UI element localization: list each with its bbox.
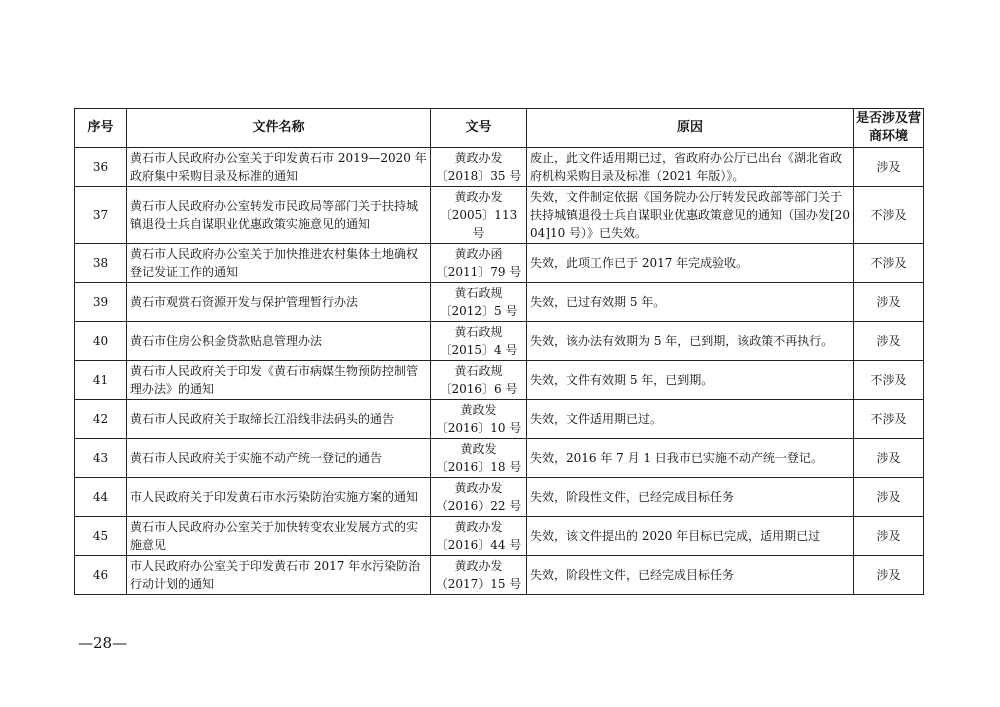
cell-reason: 失效，文件制定依据《国务院办公厅转发民政部等部门关于扶持城镇退役士兵自谋职业优惠政策意见的通知（国办发[2004]10 号）》已失效。 bbox=[527, 187, 854, 244]
cell-reason: 失效，2016 年 7 月 1 日我市已实施不动产统一登记。 bbox=[527, 439, 854, 478]
cell-name: 黄石市人民政府办公室关于加快转变农业发展方式的实施意见 bbox=[127, 517, 431, 556]
cell-name: 黄石市人民政府办公室转发市民政局等部门关于扶持城镇退役士兵自谋职业优惠政策实施意见的通知 bbox=[127, 187, 431, 244]
cell-business: 不涉及 bbox=[854, 244, 924, 283]
document-table bbox=[74, 108, 924, 595]
doc-no-number: 〔2016〕18 号 bbox=[435, 460, 522, 474]
table-row bbox=[75, 400, 924, 439]
table-row bbox=[75, 283, 924, 322]
cell-name: 黄石市人民政府关于实施不动产统一登记的通告 bbox=[127, 439, 431, 478]
doc-no-issuer: 黄政办发 bbox=[454, 520, 503, 534]
doc-no-number: 〔2016〕6 号 bbox=[439, 382, 518, 396]
cell-doc-no bbox=[431, 517, 527, 556]
cell-business: 不涉及 bbox=[854, 187, 924, 244]
doc-no-number: 〔2016〕10 号 bbox=[435, 421, 522, 435]
doc-no-number: 〔2016〕44 号 bbox=[435, 538, 522, 552]
cell-name: 黄石市人民政府关于印发《黄石市病媒生物预防控制管理办法》的通知 bbox=[127, 361, 431, 400]
cell-seq: 45 bbox=[75, 517, 127, 556]
doc-no-issuer: 黄政办发 bbox=[454, 481, 503, 495]
page-number: —28— bbox=[78, 634, 128, 652]
cell-reason: 失效，已过有效期 5 年。 bbox=[527, 283, 854, 322]
cell-doc-no bbox=[431, 322, 527, 361]
doc-no-number: （2017）15 号 bbox=[435, 577, 522, 591]
table-body bbox=[75, 148, 924, 595]
table-row bbox=[75, 187, 924, 244]
cell-doc-no bbox=[431, 439, 527, 478]
cell-reason: 失效，该文件提出的 2020 年目标已完成，适用期已过 bbox=[527, 517, 854, 556]
cell-doc-no bbox=[431, 187, 527, 244]
table-row bbox=[75, 556, 924, 595]
doc-no-number: 〔2018〕35 号 bbox=[435, 169, 522, 183]
cell-business: 涉及 bbox=[854, 556, 924, 595]
cell-seq: 38 bbox=[75, 244, 127, 283]
doc-no-number: 〔2011〕79 号 bbox=[435, 265, 522, 279]
cell-business: 涉及 bbox=[854, 439, 924, 478]
cell-reason: 废止，此文件适用期已过，省政府办公厅已出台《湖北省政府机构采购目录及标准（2021 年版）》。 bbox=[527, 148, 854, 187]
cell-business: 涉及 bbox=[854, 517, 924, 556]
header-name: 文件名称 bbox=[127, 109, 431, 148]
doc-no-issuer: 黄石政规 bbox=[454, 325, 503, 339]
cell-doc-no bbox=[431, 556, 527, 595]
table-row bbox=[75, 517, 924, 556]
cell-doc-no bbox=[431, 361, 527, 400]
cell-business: 涉及 bbox=[854, 148, 924, 187]
doc-no-issuer: 黄政办发 bbox=[454, 151, 503, 165]
cell-reason: 失效，阶段性文件，已经完成目标任务 bbox=[527, 556, 854, 595]
cell-seq: 36 bbox=[75, 148, 127, 187]
cell-doc-no bbox=[431, 478, 527, 517]
cell-seq: 41 bbox=[75, 361, 127, 400]
header-business: 是否涉及营商环境 bbox=[854, 109, 924, 148]
cell-seq: 44 bbox=[75, 478, 127, 517]
cell-reason: 失效，阶段性文件，已经完成目标任务 bbox=[527, 478, 854, 517]
cell-name: 市人民政府办公室关于印发黄石市 2017 年水污染防治行动计划的通知 bbox=[127, 556, 431, 595]
cell-doc-no bbox=[431, 283, 527, 322]
doc-no-number: 〔2015〕4 号 bbox=[439, 343, 518, 357]
doc-no-number: 〔2012〕5 号 bbox=[439, 304, 518, 318]
table-row bbox=[75, 478, 924, 517]
table-header-row bbox=[75, 109, 924, 148]
cell-seq: 43 bbox=[75, 439, 127, 478]
cell-seq: 42 bbox=[75, 400, 127, 439]
doc-no-number: 〔2005〕113 号 bbox=[439, 208, 518, 240]
doc-no-issuer: 黄政办函 bbox=[454, 247, 503, 261]
cell-business: 涉及 bbox=[854, 322, 924, 361]
cell-seq: 40 bbox=[75, 322, 127, 361]
table-row bbox=[75, 439, 924, 478]
cell-reason: 失效，文件适用期已过。 bbox=[527, 400, 854, 439]
cell-name: 黄石市观赏石资源开发与保护管理暂行办法 bbox=[127, 283, 431, 322]
doc-no-number: （2016）22 号 bbox=[435, 499, 522, 513]
header-doc-no: 文号 bbox=[431, 109, 527, 148]
header-seq: 序号 bbox=[75, 109, 127, 148]
cell-reason: 失效，该办法有效期为 5 年，已到期，该政策不再执行。 bbox=[527, 322, 854, 361]
table-row bbox=[75, 148, 924, 187]
cell-name: 黄石市人民政府关于取缔长江沿线非法码头的通告 bbox=[127, 400, 431, 439]
cell-reason: 失效，文件有效期 5 年，已到期。 bbox=[527, 361, 854, 400]
table-row bbox=[75, 244, 924, 283]
doc-no-issuer: 黄石政规 bbox=[454, 364, 503, 378]
header-reason: 原因 bbox=[527, 109, 854, 148]
cell-name: 黄石市人民政府办公室关于印发黄石市 2019—2020 年政府集中采购目录及标准的通知 bbox=[127, 148, 431, 187]
cell-name: 黄石市住房公积金贷款贴息管理办法 bbox=[127, 322, 431, 361]
cell-business: 涉及 bbox=[854, 478, 924, 517]
cell-doc-no bbox=[431, 244, 527, 283]
cell-business: 涉及 bbox=[854, 283, 924, 322]
doc-no-issuer: 黄政发 bbox=[460, 403, 497, 417]
cell-seq: 37 bbox=[75, 187, 127, 244]
cell-name: 黄石市人民政府办公室关于加快推进农村集体土地确权登记发证工作的通知 bbox=[127, 244, 431, 283]
cell-seq: 39 bbox=[75, 283, 127, 322]
cell-doc-no bbox=[431, 400, 527, 439]
cell-reason: 失效，此项工作已于 2017 年完成验收。 bbox=[527, 244, 854, 283]
cell-doc-no bbox=[431, 148, 527, 187]
cell-business: 不涉及 bbox=[854, 361, 924, 400]
cell-business: 不涉及 bbox=[854, 400, 924, 439]
cell-seq: 46 bbox=[75, 556, 127, 595]
cell-name: 市人民政府关于印发黄石市水污染防治实施方案的通知 bbox=[127, 478, 431, 517]
doc-no-issuer: 黄政办发 bbox=[454, 559, 503, 573]
table-row bbox=[75, 361, 924, 400]
table-row bbox=[75, 322, 924, 361]
doc-no-issuer: 黄政发 bbox=[460, 442, 497, 456]
doc-no-issuer: 黄政办发 bbox=[454, 190, 503, 204]
doc-no-issuer: 黄石政规 bbox=[454, 286, 503, 300]
